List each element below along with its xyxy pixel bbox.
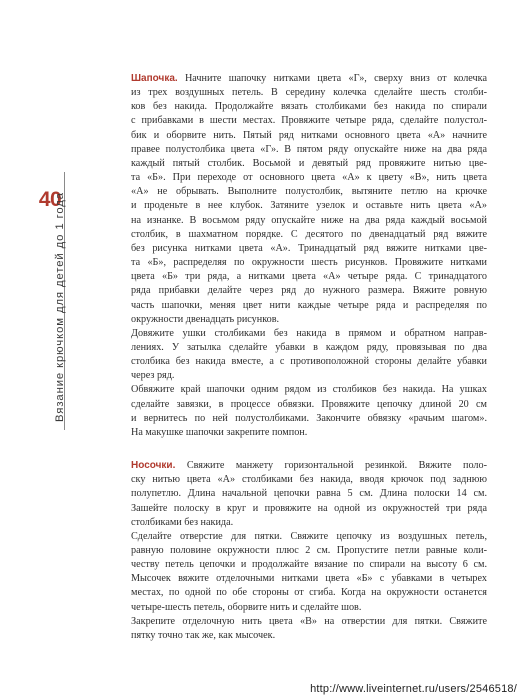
text-line: сделайте завязки, в процессе обвязки. Провяжите цепочку длиной 20 см: [131, 398, 487, 410]
text-line: ску нитью цвета «А» столбиками без накида, вводя крючок под заднюю: [131, 474, 487, 486]
text-line: часть шапочки, меняя цвет нити каждые четыре ряда и распределяя по: [131, 299, 487, 311]
source-url: http://www.liveinternet.ru/users/2546518/: [310, 683, 517, 695]
text-line: местах, по одной по обе стороны от сгиба. Когда на окружности останется: [131, 587, 487, 599]
hat-paragraph-1: [131, 72, 487, 327]
text-line: каждый пятый столбик. Восьмой и девятый ряд провяжите нитью цве-: [131, 157, 487, 169]
text-line: окружности двенадцать рисунков.: [131, 313, 280, 325]
text-line: полупетлю. Длина начальной цепочки равна 5 см. Длина полоски 14 см.: [131, 488, 487, 500]
text-line: и вернитесь по ней полустолбиками. Закончите обвязку «рачьим шагом».: [131, 412, 487, 424]
main-text: [131, 72, 487, 643]
hat-paragraph-3: [131, 383, 487, 440]
hat-paragraph-2: [131, 327, 487, 384]
hat-heading-line: [131, 72, 487, 86]
socks-paragraph-1: [131, 459, 487, 530]
text-line: Зашейте полоску в круг и провяжите на одной из окружностей три ряда: [131, 502, 487, 514]
text-line: ряда прибавки делайте через ряд до нужного размера. Вяжите ровную: [131, 285, 487, 297]
text-line: та «Б», распределяя по окружности шесть рисунков. Провяжите нитками: [131, 257, 487, 269]
socks-heading: Носочки.: [131, 460, 176, 472]
book-title: Вязание крючком для детей до 1 года: [54, 192, 66, 422]
socks-heading-rest: Свяжите манжету горизонтальной резинкой. Вяжите поло-: [175, 460, 487, 472]
text-line: Довяжите ушки столбиками без накида в прямом и обратном направ-: [131, 327, 487, 339]
text-line: и проденьте в нее клубок. Затяните узелок и оставьте нить цвета «А»: [131, 200, 487, 212]
text-line: лениях. У затылка сделайте убавки в каждом ряду, провязывая по два: [131, 341, 487, 353]
text-line: через ряд.: [131, 370, 175, 382]
page-number: 40: [38, 188, 62, 211]
text-line: Мысочек вяжите отделочными нитками цвета «Б» с убавками в четырех: [131, 573, 487, 585]
text-line: с прибавками в шести местах. Провяжите четыре ряда, сделайте полустол-: [131, 115, 487, 127]
text-line: честву петель цепочки и продолжайте вязание по спирали на высоту 6 см.: [131, 559, 487, 571]
text-line: правее полустолбика цвета «Г». В пятом ряду опускайте ниже на два ряда: [131, 143, 487, 155]
text-line: столбик, в шахматном порядке. С десятого по двенадцатый ряд вяжите: [131, 228, 487, 240]
socks-paragraph-3: [131, 615, 487, 643]
text-line: без рисунка нитками цвета «А». Тринадцатый ряд вяжите нитками цве-: [131, 242, 487, 254]
socks-paragraph-2: [131, 530, 487, 615]
hat-heading: Шапочка.: [131, 73, 178, 84]
text-line: та «Б». При переходе от основного цвета «А» к цвету «В», нить цвета: [131, 172, 487, 184]
text-line: пятку точно так же, как мысочек.: [131, 629, 276, 641]
text-line: Обвяжите край шапочки одним рядом из столбиков без накида. На ушках: [131, 384, 487, 396]
text-line: Закрепите отделочную нить цвета «В» на отверстии для пятки. Свяжите: [131, 615, 487, 627]
hat-heading-rest: Начните шапочку нитками цвета «Г», сверху вниз от колечка: [177, 73, 487, 84]
text-line: столбиками без накида.: [131, 516, 234, 528]
hat-p1-lines: [131, 86, 487, 327]
text-line: равную половине окружности плюс 2 см. Пропустите петли равные коли-: [131, 545, 487, 556]
section-gap: [131, 440, 487, 459]
text-line: На макушке шапочки закрепите помпон.: [131, 426, 308, 438]
text-line: из трех воздушных петель. В середину колечка сделайте шесть столби-: [131, 87, 487, 99]
text-line: четыре-шесть петель, оборвите нить и сделайте шов.: [131, 601, 362, 613]
socks-heading-line: [131, 459, 487, 473]
text-line: цвета «Б» три ряда, а нитками цвета «А» четыре ряда. С тринадцатого: [131, 271, 487, 283]
text-line: столбика без накида вместе, а с противоположной стороны делайте убавки: [131, 356, 487, 368]
text-line: бик и оборвите нить. Пятый ряд нитками основного цвета «А» начните: [131, 129, 487, 141]
text-line: «А» не обрывать. Выполните полустолбик, вытяните петлю на крючке: [131, 186, 487, 198]
socks-p1-lines: [131, 473, 487, 530]
text-line: на изнанке. В восьмом ряду опускайте ниже на два ряда каждый восьмой: [131, 214, 487, 226]
text-line: ков без накида. Продолжайте вязать столбиками без накида по спирали: [131, 101, 487, 113]
text-line: Сделайте отверстие для пятки. Свяжите цепочку из воздушных петель,: [131, 530, 487, 542]
